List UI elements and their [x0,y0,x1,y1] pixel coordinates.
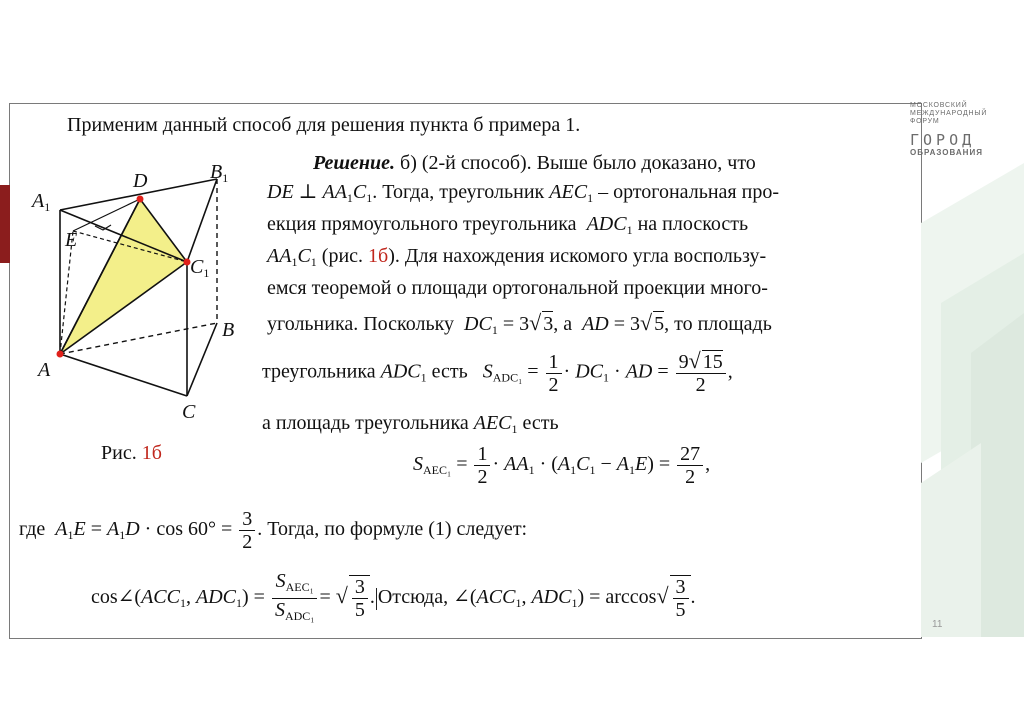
triangle-adc1 [60,199,187,354]
label-a: A [38,359,51,381]
page-number: 11 [932,619,943,630]
solution-formula-aec1: $S_{AEC_1}$ = $\frac{1}{2}$ · $AA_1 \cdot (A_1C_1 - A_1E)$ = $\frac{27}{2}$ , [413,443,711,488]
solution-line-6: угольника. Поскольку $DC_1 = 3√$ 3, а AD = 3√ 5, то площадь [267,310,772,337]
solution-line-3: екция прямоугольного треугольника $ADC_1$ на плоскость [267,213,749,237]
point-d [137,196,144,203]
solution-line-10: где $A_1E = A_1D \cdot \cos 60^\circ$ = $\frac{3}{2}$ . Тогда, по формуле (1) следует: [19,508,528,553]
label-c: C [182,401,196,423]
solution-line-1: Решение. б) (2-й способ). Выше было доказано, что [313,152,756,174]
label-d: D [133,170,148,192]
label-b: B [222,319,235,341]
label-b1: $B_1$ [210,161,229,185]
label-e: E [65,229,78,251]
forum-logo: МОСКОВСКИЙ МЕЖДУНАРОДНЫЙ ФОРУМ ГОРОД ОБРАЗОВАНИЯ [910,102,988,157]
solution-line-4: $AA_1C_1$ (рис. 1б). Для нахождения искомого угла воспользу- [267,245,767,269]
label-c1: $C_1$ [190,256,210,280]
side-decoration [921,103,1024,637]
figure-caption: Рис. 1б [101,442,162,464]
solution-line-5: емся теоремой о площади ортогональной проекции много- [267,277,768,299]
solution-line-11: $\cos\angle(ACC_1$, $ADC_1$) = $\frac{S_{AEC_1}}{S_{ADC_1}}$ = √ $\frac{3}{5}$ . Отсюда, $\angle(ACC_1$, $ADC_1) = \arccos√$ $\frac{3}{5}$ . [91,570,696,623]
point-a [57,351,64,358]
intro-text: Применим данный способ для решения пункта б примера 1. [67,114,581,136]
left-red-tab [0,185,10,263]
prism-figure [25,155,250,435]
solution-line-7: треугольника $ADC_1$ есть $S_{ADC_1}$ = $\frac{1}{2}$ · $DC_1$ · AD = $\frac{9√ 15}{2}$ , [262,348,733,396]
solution-line-8: а площадь треугольника $AEC_1$ есть [262,412,559,436]
solution-line-2: DE ⊥ $AA_1C_1$. Тогда, треугольник $AEC_1$ – ортогональная про- [267,181,779,205]
label-a1: $A_1$ [32,190,51,214]
